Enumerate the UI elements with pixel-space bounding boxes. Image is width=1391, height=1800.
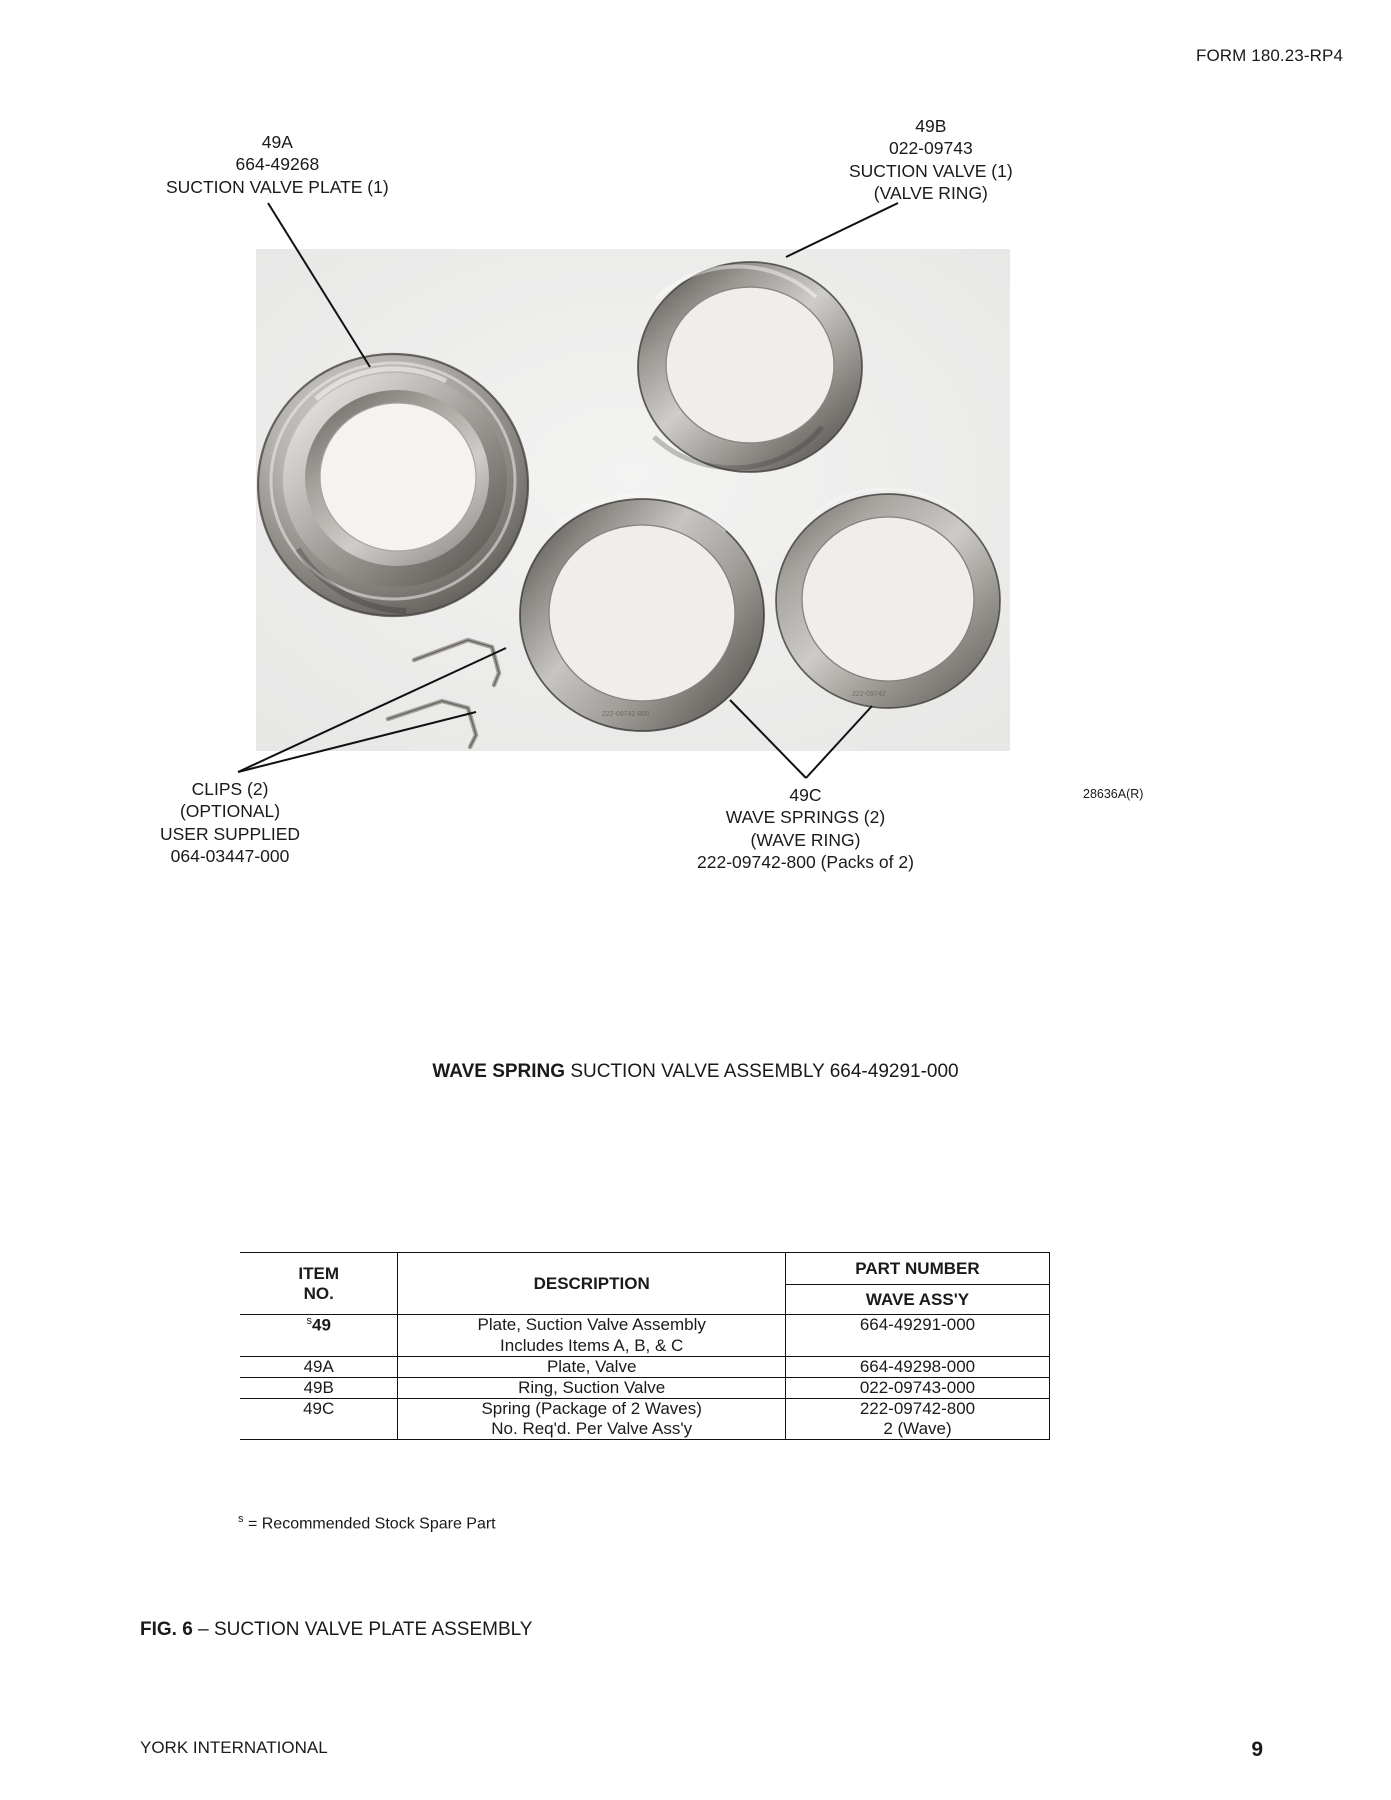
cell-part-number-sub: 2 (Wave): [785, 1419, 1049, 1440]
svg-text:222-09742: 222-09742: [852, 691, 886, 698]
parts-table-body: [240, 1315, 1050, 1440]
cell-description-sub: No. Req'd. Per Valve Ass'y: [398, 1419, 786, 1440]
callout-valve-ring-alt-name: (VALVE RING): [873, 183, 988, 204]
stock-spare-marker: s: [306, 1315, 312, 1327]
stock-spare-footnote: [238, 1513, 496, 1533]
figure-title-text: SUCTION VALVE PLATE ASSEMBLY: [213, 1619, 533, 1640]
callout-clips-line4: 064-03447-000: [170, 846, 290, 867]
figure-title: [140, 1619, 532, 1641]
cell-part-number: 022-09743-000: [785, 1377, 1049, 1398]
callout-wave-springs-alt-name: (WAVE RING): [750, 829, 861, 850]
header-item-no: [240, 1253, 398, 1315]
cell-item-no: 49C: [240, 1398, 398, 1419]
callout-valve-plate-part: 664-49268: [235, 154, 320, 175]
callout-wave-springs-item: 49C: [789, 785, 822, 805]
table-row: [240, 1356, 1050, 1377]
photo-valve-ring: [638, 262, 862, 472]
callout-wave-springs-name: WAVE SPRINGS (2): [725, 807, 886, 828]
figure-number: FIG. 6: [140, 1619, 193, 1640]
cell-description: Plate, Suction Valve Assembly: [398, 1315, 786, 1336]
photo-reference-code: 28636A(R): [1083, 787, 1144, 801]
cell-description: Spring (Package of 2 Waves): [398, 1398, 786, 1419]
header-part-number: PART NUMBER: [785, 1253, 1049, 1285]
cell-item-no: 49A: [240, 1356, 398, 1377]
cell-part-number: 664-49291-000: [785, 1315, 1049, 1336]
callout-clips-line1: CLIPS (2): [191, 779, 269, 799]
form-code: FORM 180.23-RP4: [1196, 46, 1343, 65]
cell-item-no-value: 49: [311, 1315, 331, 1335]
callout-valve-ring-item: 49B: [915, 116, 947, 136]
parts-table-head: [240, 1253, 1050, 1315]
table-row-continuation: [240, 1419, 1050, 1440]
assembly-photograph: [256, 249, 1010, 751]
footnote-text: = Recommended Stock Spare Part: [243, 1515, 496, 1533]
cell-description-sub: Includes Items A, B, & C: [398, 1336, 786, 1357]
callout-wave-springs: [697, 784, 914, 874]
callout-valve-ring: [849, 115, 1013, 205]
cell-part-number-sub: [785, 1336, 1049, 1357]
callout-valve-plate: [166, 131, 389, 198]
table-header-row-top: [240, 1253, 1050, 1285]
cell-item-no-empty: [240, 1419, 398, 1440]
cell-item-no: [240, 1315, 398, 1336]
callout-clips: [160, 778, 300, 868]
callout-clips-line2: (OPTIONAL): [179, 801, 281, 822]
header-item-no-line2: NO.: [303, 1283, 334, 1303]
callout-clips-line3: USER SUPPLIED: [160, 823, 301, 844]
cell-part-number: 664-49298-000: [785, 1356, 1049, 1377]
footer-page-number: 9: [1251, 1738, 1263, 1761]
cell-description: Ring, Suction Valve: [398, 1377, 786, 1398]
photo-valve-plate: [258, 354, 528, 616]
cell-item-no-empty: [240, 1336, 398, 1357]
table-row: [240, 1398, 1050, 1419]
table-row-continuation: [240, 1336, 1050, 1357]
footer-company: YORK INTERNATIONAL: [140, 1738, 328, 1757]
callout-valve-ring-name: SUCTION VALVE (1): [849, 160, 1013, 181]
assembly-caption-rest: SUCTION VALVE ASSEMBLY 664-49291-000: [565, 1061, 959, 1082]
table-row: [240, 1315, 1050, 1336]
cell-part-number: 222-09742-800: [785, 1398, 1049, 1419]
svg-text:222-09742-800: 222-09742-800: [602, 711, 650, 718]
figure-dash: –: [198, 1619, 209, 1640]
callout-valve-plate-name: SUCTION VALVE PLATE (1): [166, 176, 389, 197]
header-description: DESCRIPTION: [398, 1253, 786, 1315]
assembly-caption: [0, 1061, 1391, 1083]
header-item-no-line1: ITEM: [298, 1263, 339, 1283]
table-row: [240, 1377, 1050, 1398]
cell-item-no: 49B: [240, 1377, 398, 1398]
parts-table: [240, 1252, 1050, 1440]
header-wave-assy: WAVE ASS'Y: [785, 1285, 1049, 1315]
callout-wave-springs-part: 222-09742-800 (Packs of 2): [697, 852, 914, 873]
assembly-caption-bold: WAVE SPRING: [432, 1061, 566, 1082]
footnote-marker: s: [238, 1513, 244, 1525]
cell-description: Plate, Valve: [398, 1356, 786, 1377]
callout-valve-plate-item: 49A: [261, 132, 293, 152]
callout-valve-ring-part: 022-09743: [888, 138, 973, 159]
